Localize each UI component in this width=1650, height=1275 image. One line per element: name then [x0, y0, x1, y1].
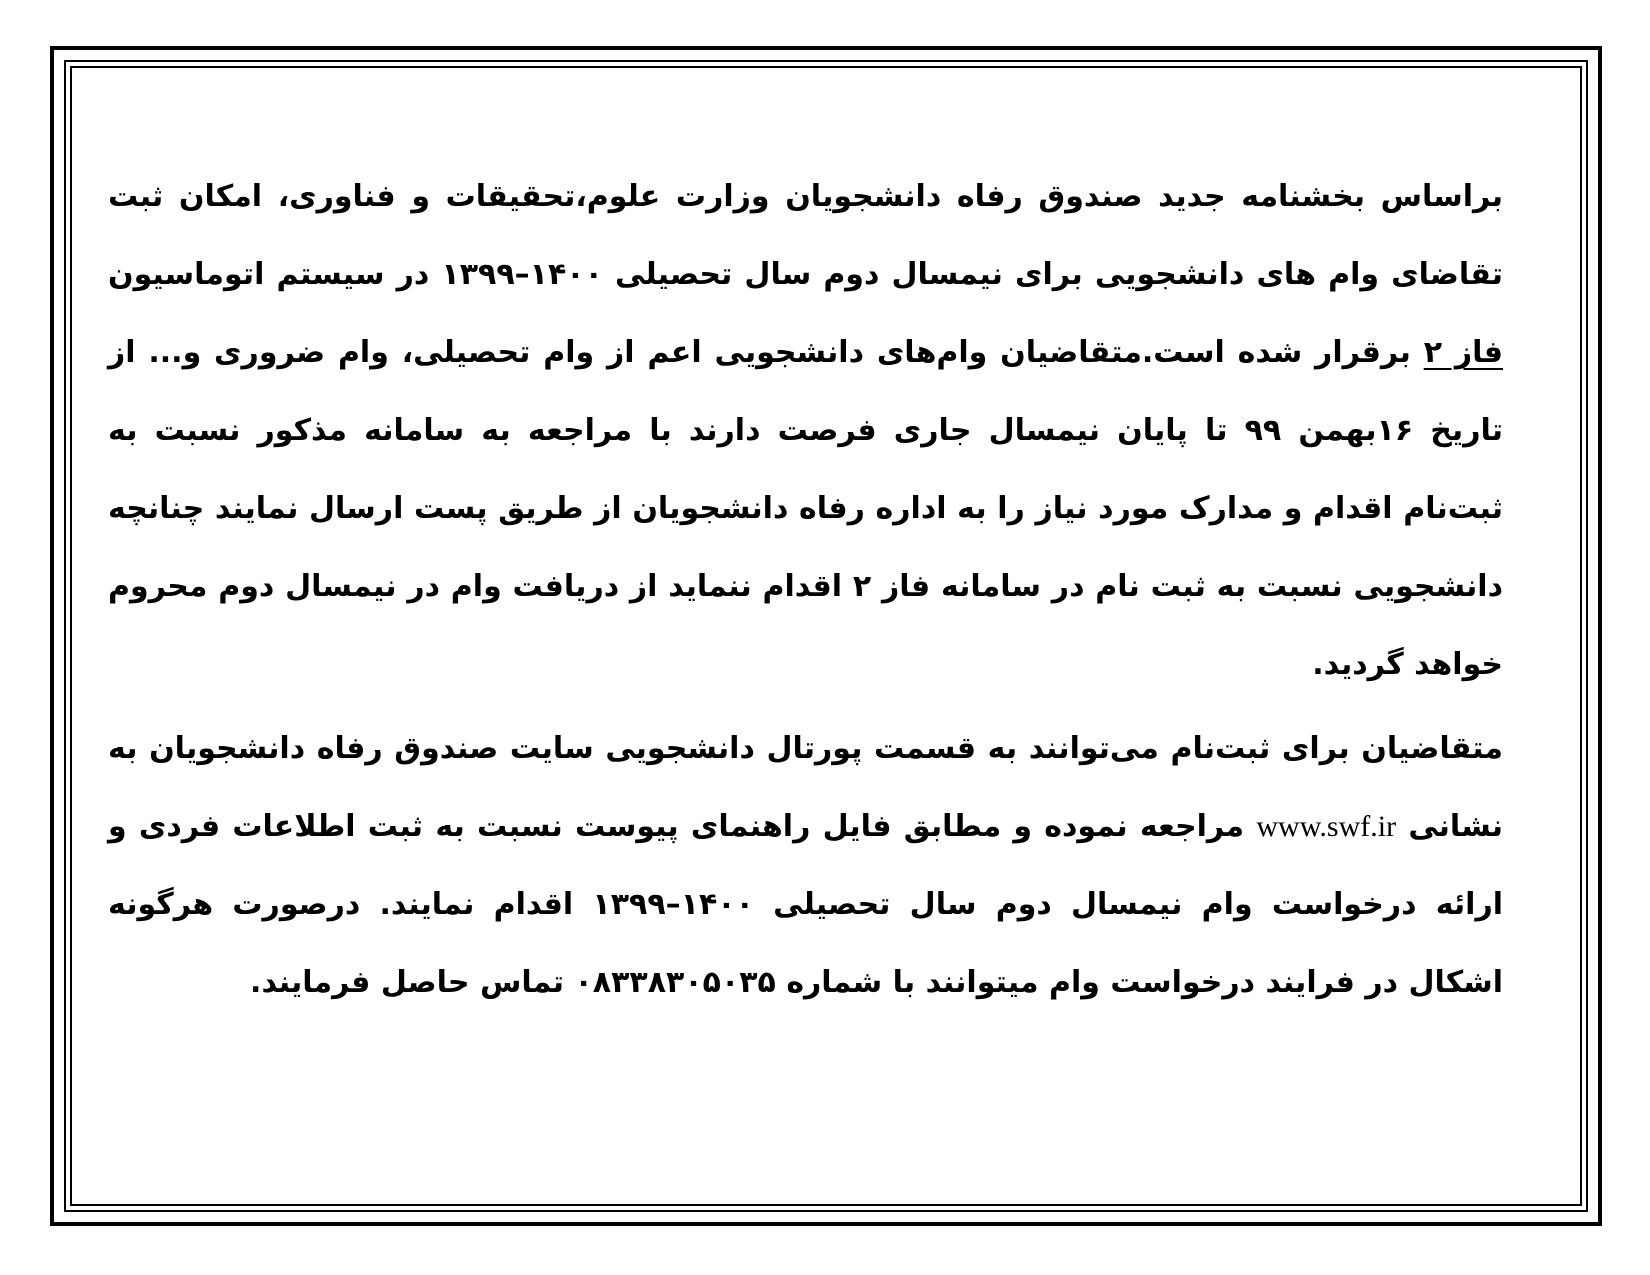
notice-paragraph-registration	[108, 158, 1503, 704]
paragraph-2-intro: متقاضیان برای ثبت‌نام می‌توانند به قسمت پورتال دانشجویی سایت صندوق رفاه دانشجویان به نشانی	[108, 731, 1503, 844]
paragraph-1-rest: برقرار شده است.متقاضیان وام‌های دانشجویی اعم از وام تحصیلی، وام ضروری و... از تاریخ ۱۶بهمن ۹۹ تا پایان نیمسال جاری فرصت دارند با مراجعه به سامانه مذکور نسبت به ثبت‌نام اقدام و مدارک مورد نیاز را به اداره رفاه دانشجویان از طریق پست ارسال نمایند چنانچه دانشجویی نسبت به ثبت نام در سامانه فاز ۲ اقدام ننماید از دریافت وام در نیمسال دوم محروم خواهد گردید.	[108, 335, 1503, 682]
notice-paragraph-portal	[108, 710, 1503, 1022]
phase-2-label: فاز ۲	[1423, 335, 1504, 370]
paragraph-1-intro: براساس بخشنامه جدید صندوق رفاه دانشجویان وزارت علوم،تحقیقات و فناوری، امکان ثبت تقاضای وام های دانشجویی برای نیمسال دوم سال تحصیلی ۱۴۰۰–۱۳۹۹ در سیستم اتوماسیون	[108, 179, 1504, 292]
notice-body	[108, 158, 1503, 1022]
website-link[interactable]: www.swf.ir	[1256, 810, 1397, 843]
paragraph-2-rest: مراجعه نموده و مطابق فایل راهنمای پیوست نسبت به ثبت اطلاعات فردی و ارائه درخواست وام نیمسال دوم سال تحصیلی ۱۴۰۰–۱۳۹۹ اقدام نمایند. درصورت هرگونه اشکال در فرایند درخواست وام میتوانند با شماره ۰۸۳۳۸۳۰۵۰۳۵ تماس حاصل فرمایند.	[108, 809, 1503, 1000]
